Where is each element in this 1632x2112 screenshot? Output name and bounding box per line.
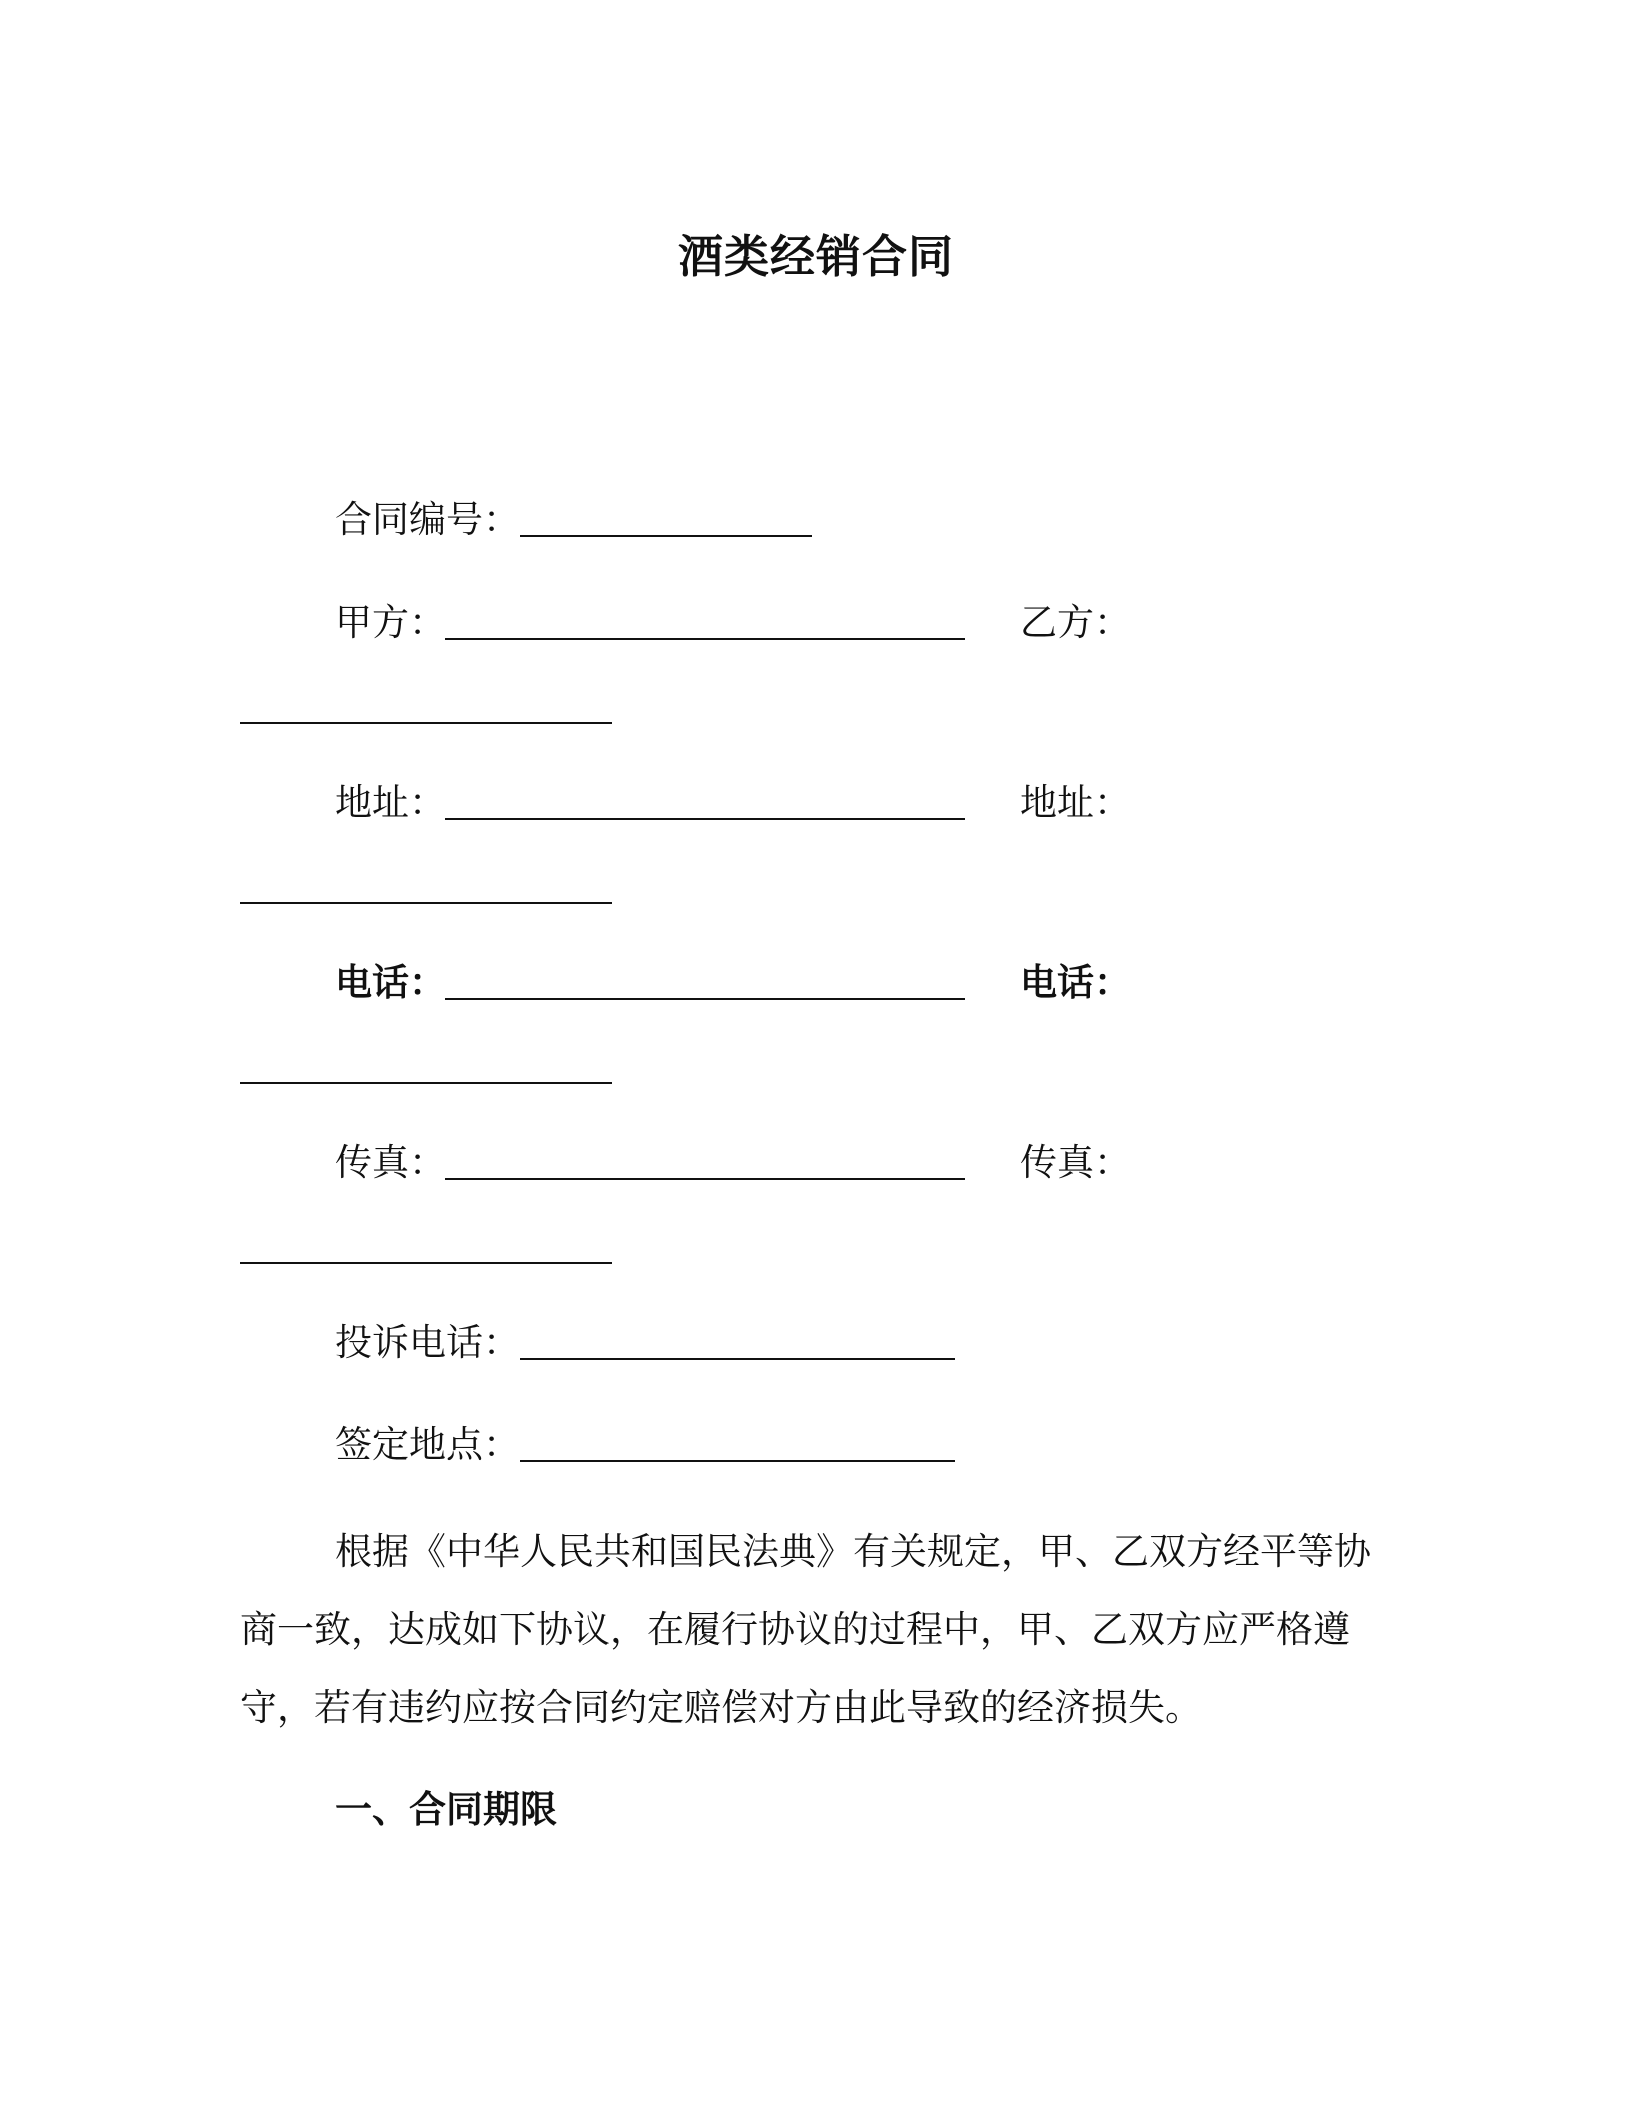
contract-number-blank [520,535,812,537]
contract-number-label: 合同编号： [335,498,520,541]
complaint-phone-blank [520,1358,955,1360]
signing-place-label: 签定地点： [335,1423,520,1466]
intro-paragraph-line-2: 商一致，达成如下协议，在履行协议的过程中，甲、乙双方应严格遵 [240,1608,1350,1651]
fax-b-blank [240,1262,612,1264]
intro-paragraph-line-1: 根据《中华人民共和国民法典》有关规定，甲、乙双方经平等协 [335,1530,1371,1573]
intro-paragraph-line-3: 守，若有违约应按合同约定赔偿对方由此导致的经济损失。 [240,1686,1202,1729]
complaint-phone-label: 投诉电话： [335,1321,520,1364]
phone-a-blank [445,998,965,1000]
fax-b-label: 传真： [1020,1141,1131,1184]
phone-b-blank [240,1082,612,1084]
phone-b-label: 电话： [1020,961,1131,1004]
party-b-label: 乙方： [1020,601,1131,644]
fax-a-blank [445,1178,965,1180]
document-title: 酒类经销合同 [677,230,954,283]
signing-place-blank [520,1460,955,1462]
party-a-blank [445,638,965,640]
fax-a-label: 传真： [335,1141,446,1184]
section-heading-contract-term: 一、合同期限 [335,1788,557,1831]
address-a-label: 地址： [335,781,446,824]
phone-a-label: 电话： [335,961,446,1004]
address-b-blank [240,902,612,904]
party-b-blank [240,722,612,724]
party-a-label: 甲方： [335,601,446,644]
address-a-blank [445,818,965,820]
address-b-label: 地址： [1020,781,1131,824]
